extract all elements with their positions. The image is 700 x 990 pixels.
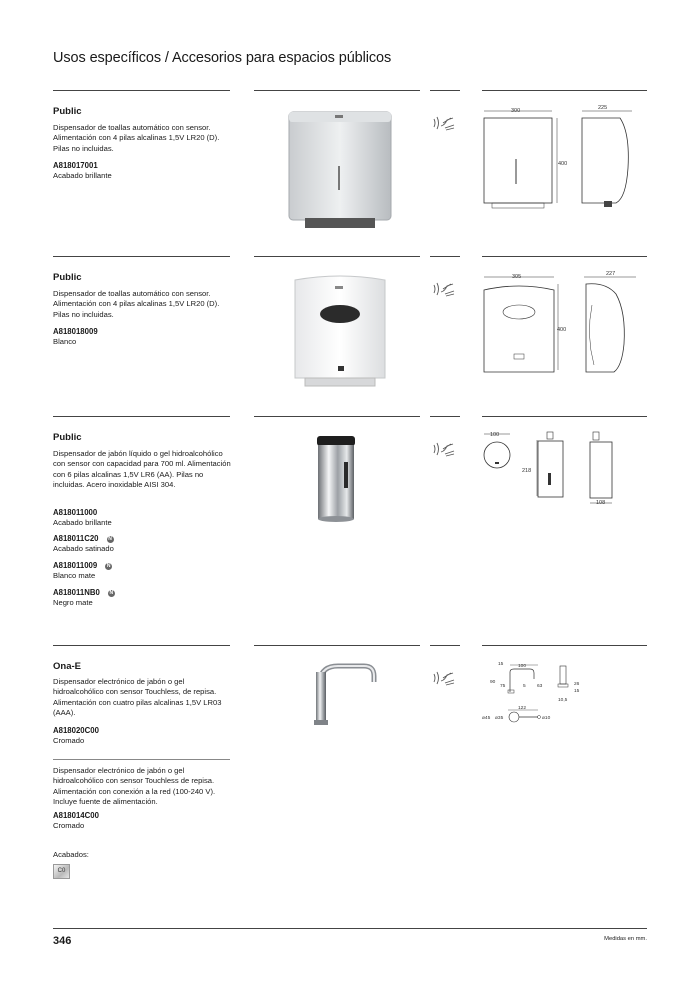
new-badge: N — [108, 536, 112, 542]
product-finish: Acabado brillante — [53, 518, 112, 527]
product-description: Dispensador de toallas automático con sensor. Alimentación con 4 pilas alcalinas 1,5V LR20 (D). Pilas no incluidas. — [53, 289, 220, 319]
product-finish: Blanco mate — [53, 571, 96, 580]
dim-depth: 225 — [598, 105, 608, 111]
variant-item — [53, 561, 112, 581]
towel-dispenser-steel-image — [285, 110, 395, 232]
dim-depth: 108 — [596, 500, 606, 506]
dim-diameter: 100 — [490, 432, 500, 438]
sensor-hand-icon — [431, 279, 459, 299]
section-divider — [482, 645, 647, 646]
dim-depth: 227 — [606, 271, 616, 277]
footer-divider — [53, 928, 647, 929]
product-description: Dispensador de jabón líquido o gel hidroalcohólico con sensor con capacidad para 700 ml. Alimentación con 6 pilas alcalinas 1,5V LR6 (AA). Pilas no incluidas. Acero inoxidable AISI 304. — [53, 449, 231, 489]
section-divider — [254, 90, 420, 91]
dim-k: ø45 — [482, 716, 491, 721]
page-number: 346 — [53, 935, 72, 947]
variant-item — [53, 534, 114, 554]
section-divider — [430, 416, 460, 417]
product-description: Dispensador electrónico de jabón o gel hidroalcohólico con sensor Touchless, de repisa. Alimentación con cuatro pilas alcalinas 1,5V LR03 (AAA). — [53, 677, 222, 717]
section-divider — [53, 645, 230, 646]
dim-height: 218 — [522, 468, 532, 474]
section-divider — [430, 90, 460, 91]
section-divider — [53, 256, 230, 257]
product-code: A818017001 — [53, 161, 98, 170]
dim-height: 400 — [558, 161, 568, 167]
dim-i: 10,5 — [558, 698, 568, 703]
new-badge: N — [106, 563, 111, 569]
variant-item — [53, 588, 115, 608]
section-divider — [254, 416, 420, 417]
dim-width: 305 — [512, 274, 522, 280]
dim-height: 400 — [557, 327, 567, 333]
section-divider — [482, 90, 647, 91]
section-title: Public — [53, 432, 82, 443]
deck-soap-dispenser-image — [308, 658, 383, 728]
dim-a: 15 — [498, 662, 504, 667]
dim-l: ø35 — [495, 716, 504, 721]
section-divider — [482, 416, 647, 417]
product-code: A818014C00 — [53, 811, 99, 820]
product-code: A818011000 — [53, 508, 98, 517]
product-code: A818020C00 — [53, 726, 99, 735]
finishes-label: Acabados: — [53, 850, 89, 859]
dim-e: 5 — [523, 684, 526, 689]
page-title: Usos específicos / Accesorios para espacios públicos — [53, 50, 392, 66]
dim-b: 100 — [518, 664, 527, 669]
dimension-drawing — [476, 428, 636, 510]
dimension-drawing — [474, 270, 654, 380]
towel-dispenser-white-image — [285, 274, 395, 394]
product-finish: Acabado brillante — [53, 171, 112, 180]
section-title: Public — [53, 106, 82, 117]
dim-g: 26 — [574, 682, 580, 687]
dim-f: 63 — [537, 684, 543, 689]
section-divider — [254, 645, 420, 646]
dim-c: 90 — [490, 680, 496, 685]
section-divider — [53, 416, 230, 417]
dimension-drawing — [474, 104, 654, 214]
product-code: A818011009 — [53, 561, 98, 570]
dimension-drawing — [480, 656, 590, 728]
product-code: A818018009 — [53, 327, 98, 336]
section-divider — [430, 256, 460, 257]
dim-h: 15 — [574, 689, 580, 694]
sensor-hand-icon — [431, 668, 459, 688]
section-divider — [482, 256, 647, 257]
dim-d: 75 — [500, 684, 506, 689]
product-code: A818011NB0 — [53, 588, 100, 597]
finish-swatch-chrome: C0 — [53, 864, 70, 879]
units-note: Medidas en mm. — [604, 936, 647, 942]
product-description: Dispensador de toallas automático con sensor. Alimentación con 4 pilas alcalinas 1,5V LR20 (D). Pilas no incluidas. — [53, 123, 220, 153]
product-code: A818011C20 — [53, 534, 99, 543]
subsection-divider — [53, 759, 230, 760]
product-finish: Cromado — [53, 736, 85, 745]
product-finish: Blanco — [53, 337, 77, 346]
product-description: Dispensador electrónico de jabón o gel hidroalcohólico con sensor Touchless de repisa. Alimentación con conexión a la red (100-240 V). Incluye fuente de alimentación. — [53, 766, 216, 806]
soap-dispenser-image — [312, 432, 362, 527]
variant-item — [53, 508, 112, 528]
section-title: Ona-E — [53, 661, 81, 672]
section-divider — [254, 256, 420, 257]
sensor-hand-icon — [431, 439, 459, 459]
dim-m: ø10 — [542, 716, 551, 721]
product-finish: Negro mate — [53, 598, 93, 607]
sensor-hand-icon — [431, 113, 459, 133]
section-divider — [53, 90, 230, 91]
new-badge: N — [109, 590, 114, 596]
product-finish: Cromado — [53, 821, 85, 830]
dim-width: 300 — [511, 108, 521, 114]
product-finish: Acabado satinado — [53, 544, 114, 553]
section-divider — [430, 645, 460, 646]
dim-j: 122 — [518, 706, 527, 711]
section-title: Public — [53, 272, 82, 283]
